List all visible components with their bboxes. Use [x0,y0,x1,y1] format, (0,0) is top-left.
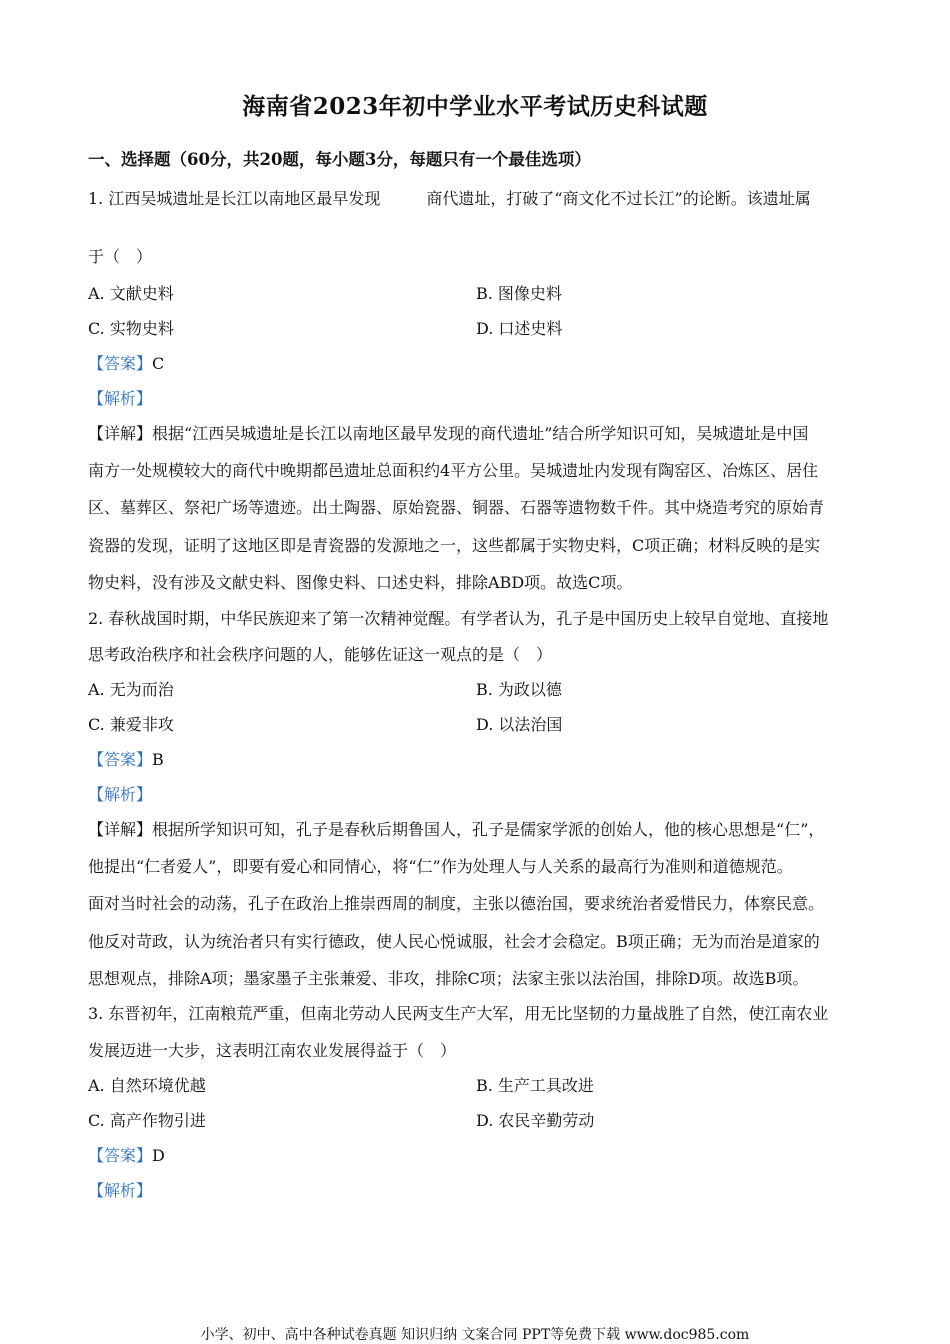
detail-tag: 【详解】 [88,820,153,839]
q2-detail-line: 思想观点，排除A项；墨家墨子主张兼爱、非攻，排除C项；法家主张以法治国，排除D项。故选B项。 [88,969,809,988]
q3-answer [88,1143,165,1166]
q1-stem-part-b: 商代遗址，打破了“商文化不过长江”的论断。该遗址属 [426,189,811,208]
q2-answer [88,747,164,770]
q1-option-a: A. 文献史料 [88,284,174,303]
answer-tag: 【答案】 [88,750,153,769]
q2-option-d: D. 以法治国 [476,715,563,734]
q2-analysis [88,782,152,805]
analysis-tag: 【解析】 [88,1181,153,1200]
q1-analysis [88,386,152,409]
q1-option-b: B. 图像史料 [476,284,562,303]
analysis-tag: 【解析】 [88,785,153,804]
q3-option-d: D. 农民辛勤劳动 [476,1111,595,1130]
q2-answer-value: B [152,750,164,769]
q2-stem-line: 思考政治秩序和社会秩序问题的人，能够佐证这一观点的是（ ） [88,645,553,664]
q2-detail-line: 面对当时社会的动荡，孔子在政治上推崇西周的制度，主张以德治国，要求统治者爱惜民力，体察民意。 [88,894,825,913]
q1-option-d: D. 口述史料 [476,319,563,338]
q1-answer [88,351,164,374]
q1-option-c: C. 实物史料 [88,319,174,338]
q2-detail-line [88,817,824,840]
q3-analysis [88,1178,152,1201]
q2-detail-line: 他提出“仁者爱人”，即要有爱心和同情心，将“仁”作为处理人与人关系的最高行为准则和道德规范。 [88,857,793,876]
q1-answer-value: C [152,354,165,373]
analysis-tag: 【解析】 [88,389,153,408]
q1-detail-line [88,421,808,444]
q1-stem-line-1 [88,186,811,209]
q1-stem-part-a: 1. 江西吴城遗址是长江以南地区最早发现 [88,189,381,208]
q2-stem-line: 2. 春秋战国时期，中华民族迎来了第一次精神觉醒。有学者认为，孔子是中国历史上较早自觉地、直接地 [88,609,829,628]
q2-detail-text: 根据所学知识可知，孔子是春秋后期鲁国人，孔子是儒家学派的创始人，他的核心思想是“仁”， [152,820,825,839]
q1-detail-line: 物史料，没有涉及文献史料、图像史料、口述史料，排除ABD项。故选C项。 [88,573,633,592]
q3-answer-value: D [152,1146,165,1165]
q1-detail-line: 区、墓葬区、祭祀广场等遗迹。出土陶器、原始瓷器、铜器、石器等遗物数千件。其中烧造考究的原始青 [88,498,825,517]
page-footer: 小学、初中、高中各种试卷真题 知识归纳 文案合同 PPT等免费下载 www.doc985.com [200,1327,750,1343]
section-heading: 一、选择题（60分，共20题，每小题3分，每题只有一个最佳选项） [88,150,591,169]
page-title: 海南省2023年初中学业水平考试历史科试题 [242,93,708,120]
q3-option-b: B. 生产工具改进 [476,1076,594,1095]
q3-option-a: A. 自然环境优越 [88,1076,206,1095]
q2-option-c: C. 兼爱非攻 [88,715,174,734]
detail-tag: 【详解】 [88,424,153,443]
q3-stem-line: 发展迈进一大步，这表明江南农业发展得益于（ ） [88,1041,457,1060]
q1-detail-line: 瓷器的发现，证明了这地区即是青瓷器的发源地之一，这些都属于实物史料，C项正确；材料反映的是实 [88,536,821,555]
q2-option-b: B. 为政以德 [476,680,562,699]
answer-tag: 【答案】 [88,1146,153,1165]
q3-option-c: C. 高产作物引进 [88,1111,206,1130]
q2-option-a: A. 无为而治 [88,680,174,699]
q1-detail-line: 南方一处规模较大的商代中晚期都邑遗址总面积约4平方公里。吴城遗址内发现有陶窑区、冶炼区、居住 [88,461,819,480]
q1-stem-line-2: 于（ ） [88,247,153,266]
q3-stem-line: 3. 东晋初年，江南粮荒严重，但南北劳动人民两支生产大军，用无比坚韧的力量战胜了自然，使江南农业 [88,1004,829,1023]
q1-detail-text: 根据“江西吴城遗址是长江以南地区最早发现的商代遗址”结合所学知识可知，吴城遗址是中国 [152,424,809,443]
q2-detail-line: 他反对苛政，认为统治者只有实行德政，使人民心悦诚服，社会才会稳定。B项正确；无为而治是道家的 [88,932,820,951]
answer-tag: 【答案】 [88,354,153,373]
